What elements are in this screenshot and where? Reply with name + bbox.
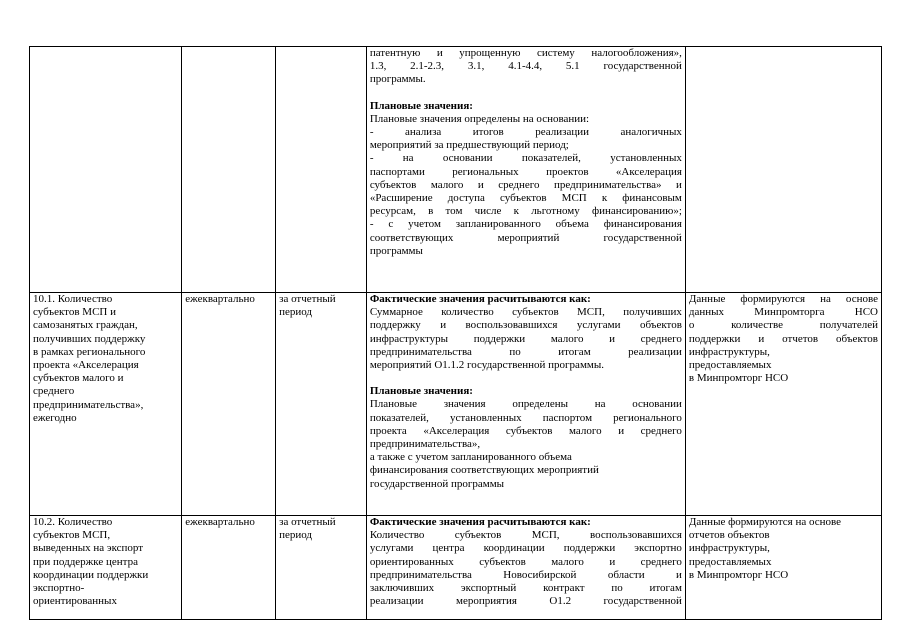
plan-lines — [370, 113, 682, 258]
text-line: соответствующих мероприятий государственной — [369, 231, 682, 244]
source-lines — [689, 516, 878, 582]
text-line: Количество субъектов МСП, воспользовавшихся — [369, 529, 682, 542]
indicator-name-lines — [33, 293, 178, 425]
period-cell-empty — [276, 47, 367, 293]
text-line: программы — [369, 244, 423, 257]
fact-lines — [370, 529, 682, 608]
text-line: предпринимательства», — [369, 438, 481, 451]
text-line: патентную и упрощенную систему налогообложения», — [369, 47, 682, 59]
text-line: ориентированных — [33, 595, 117, 608]
text-line: ориентированных субъектов малого и среднего — [369, 555, 682, 568]
indicator-name-cell — [30, 516, 182, 620]
fact-lines — [370, 306, 682, 372]
text-line: заключивших экспортный контракт по итогам — [369, 582, 682, 595]
table-row-10-2 — [30, 516, 882, 620]
period-lines — [279, 293, 363, 319]
text-line: инфраструктуры поддержки малого и среднего — [369, 332, 682, 345]
fact-heading: Фактические значения расчитываются как: — [369, 516, 591, 528]
text-line: предпринимательства Новосибирской области и — [369, 568, 682, 581]
text-line: субъектов малого и — [33, 372, 124, 385]
text-line: период — [279, 529, 313, 542]
source-cell — [685, 293, 881, 516]
text-line: поддержку и воспользовавшихся услугами объектов — [369, 319, 682, 332]
name-cell-empty — [30, 47, 182, 293]
method-cell — [366, 47, 685, 293]
source-cell-empty — [685, 47, 881, 293]
period-cell — [276, 516, 367, 620]
frequency-cell — [182, 516, 276, 620]
text-line: Данные формируются на основе — [688, 293, 878, 305]
text-line: в Минпромторг НСО — [688, 372, 789, 385]
frequency-cell — [182, 293, 276, 516]
text-line: за отчетный — [279, 293, 336, 305]
text-line: реализации мероприятия О1.2 государственной — [369, 595, 682, 608]
text-line: 10.2. Количество — [33, 516, 113, 528]
text-line: проекта «Акселерация субъектов малого и среднего — [369, 424, 682, 437]
method-cell — [366, 293, 685, 516]
text-line: мероприятий О1.1.2 государственной программы. — [369, 359, 605, 372]
text-line: самозанятых граждан, — [33, 319, 138, 332]
text-line: услугами центра координации поддержки экспортно — [369, 542, 682, 555]
text-line: отчетов объектов — [688, 529, 770, 542]
text-line: мероприятий за предшествующий период; — [369, 139, 569, 152]
text-line: предпринимательства», — [33, 398, 144, 411]
indicator-table — [29, 46, 882, 620]
indicator-name-lines — [33, 516, 178, 608]
table-row-10-1 — [30, 293, 882, 516]
text-line: поддержки и отчетов объектов — [688, 332, 878, 345]
plan-heading: Плановые значения: — [369, 99, 473, 112]
text-line: показателей, установленных паспортом регионального — [369, 411, 682, 424]
text-line: проекта «Акселерация — [33, 359, 139, 372]
text-line: за отчетный — [279, 516, 336, 528]
text-line: период — [279, 306, 313, 319]
fact-heading: Фактические значения расчитываются как: — [369, 293, 591, 305]
text-line: Суммарное количество субъектов МСП, получивших — [369, 306, 682, 319]
text-line: Плановые значения определены на основании — [369, 398, 682, 411]
text-line: координации поддержки — [33, 568, 149, 581]
text-line: в рамках регионального — [33, 345, 146, 358]
text-line: государственной программы — [369, 477, 505, 490]
frequency-text: ежеквартально — [185, 293, 255, 305]
text-line: о количестве получателей — [688, 319, 878, 332]
text-line: 10.1. Количество — [33, 293, 113, 305]
text-line: «Расширение доступа субъектов МСП к финансовым — [369, 192, 682, 205]
method-cell — [366, 516, 685, 620]
text-line: предоставляемых — [688, 555, 772, 568]
text-line: предпринимательства по итогам реализации — [369, 345, 682, 358]
text-line: программы. — [369, 73, 426, 86]
text-line: - с учетом запланированного объема финансирования — [369, 218, 682, 231]
text-line: при поддержке центра — [33, 555, 138, 568]
period-cell — [276, 293, 367, 516]
text-line: инфраструктуры, — [688, 542, 770, 555]
frequency-cell-empty — [182, 47, 276, 293]
text-line: субъектов малого и среднего предпринимательства» и — [369, 178, 682, 191]
text-line: среднего — [33, 385, 75, 398]
continued-lines — [370, 47, 682, 87]
text-line: Данные формируются на основе — [688, 516, 842, 528]
text-line: предоставляемых — [688, 359, 772, 372]
table-row-continued — [30, 47, 882, 293]
plan-lines — [370, 398, 682, 490]
text-line: Плановые значения определены на основании: — [369, 112, 590, 125]
text-line: ресурсам, в том числе к льготному финансированию»; — [369, 205, 682, 218]
text-line: паспортами региональных проектов «Акселерация — [369, 165, 682, 178]
source-cell — [685, 516, 881, 620]
text-line: - анализа итогов реализации аналогичных — [369, 126, 682, 139]
text-line: инфраструктуры, — [688, 345, 770, 358]
text-line: а также с учетом запланированного объема — [369, 451, 572, 464]
text-line: ежегодно — [33, 411, 77, 424]
text-line: в Минпромторг НСО — [688, 568, 789, 581]
text-line: субъектов МСП, — [33, 529, 111, 542]
text-line: субъектов МСП и — [33, 306, 116, 319]
text-line: - на основании показателей, установленных — [369, 152, 682, 165]
indicator-name-cell — [30, 293, 182, 516]
frequency-text: ежеквартально — [185, 516, 255, 528]
text-line: финансирования соответствующих мероприятий — [369, 464, 599, 477]
period-lines — [279, 516, 363, 542]
text-line: экспортно- — [33, 582, 85, 595]
text-line: выведенных на экспорт — [33, 542, 144, 555]
text-line: 1.3, 2.1-2.3, 3.1, 4.1-4.4, 5.1 государственной — [369, 60, 682, 73]
text-line: данных Минпромторга НСО — [688, 306, 878, 319]
plan-heading: Плановые значения: — [369, 385, 473, 398]
source-lines — [689, 293, 878, 385]
text-line: получивших поддержку — [33, 332, 146, 345]
